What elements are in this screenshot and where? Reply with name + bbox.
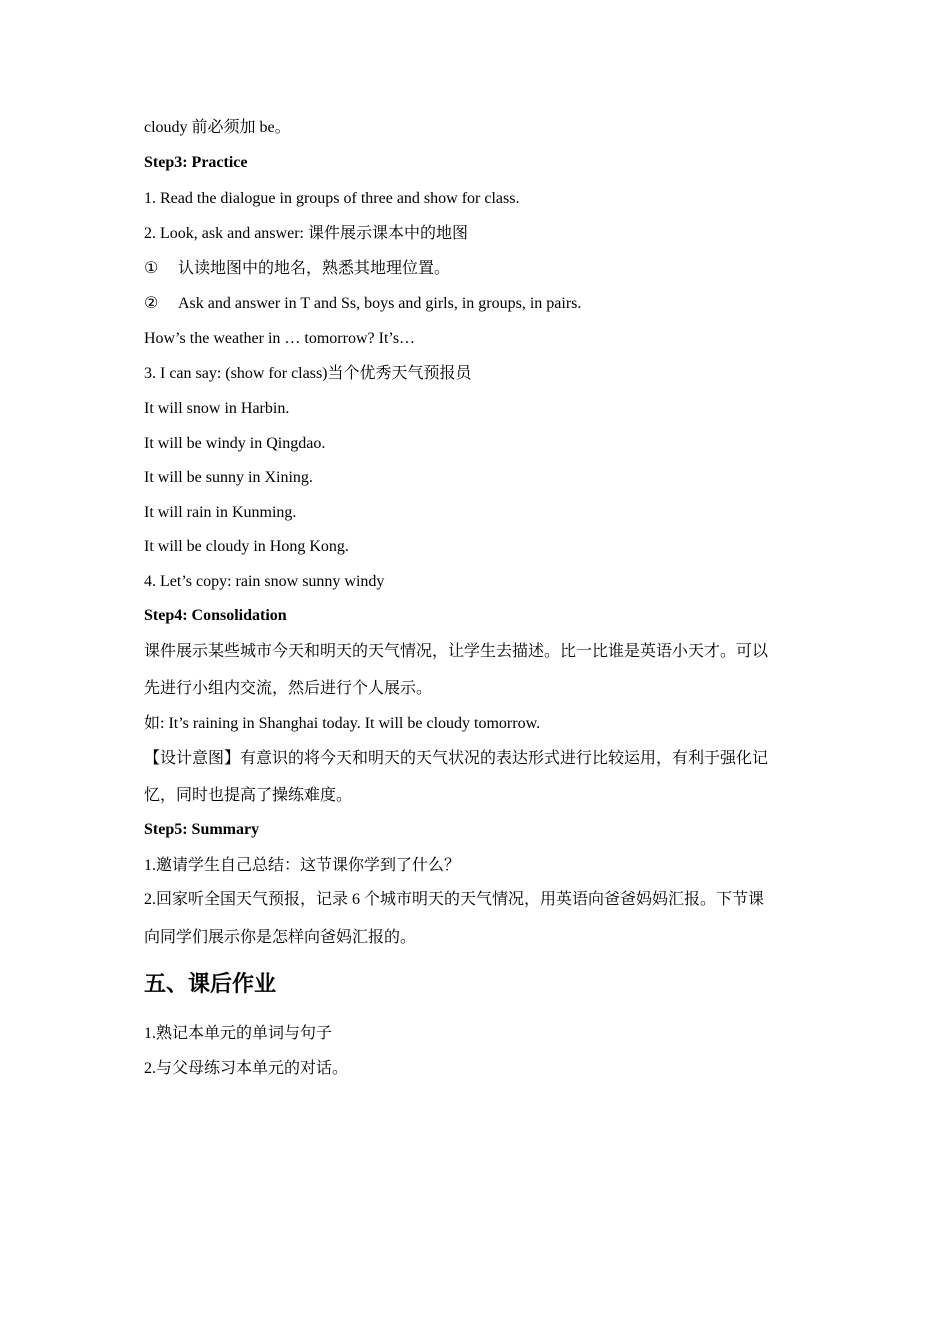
numbered-item-2 xyxy=(144,294,581,314)
item-text: Ask and answer in T and Ss, boys and girls, in groups, in pairs. xyxy=(178,295,582,312)
numbered-item-1 xyxy=(144,259,450,279)
paragraph-line: 向同学们展示你是怎样向爸妈汇报的。 xyxy=(144,929,417,946)
homework-item: 1.熟记本单元的单词与句子 xyxy=(144,1025,333,1042)
item-text: 认读地图中的地名，熟悉其地理位置。 xyxy=(178,260,451,277)
text-line: How’s the weather in … tomorrow? It’s… xyxy=(144,330,416,347)
example-sentence: It will rain in Kunming. xyxy=(144,504,297,521)
paragraph-line: 2.回家听全国天气预报，记录 6 个城市明天的天气情况，用英语向爸爸妈妈汇报。下节课 xyxy=(144,891,765,908)
step4-heading: Step4: Consolidation xyxy=(144,607,287,624)
text-line: 4. Let’s copy: rain snow sunny windy xyxy=(144,573,385,590)
circled-number-1: ① xyxy=(144,260,159,277)
step5-heading: Step5: Summary xyxy=(144,821,260,838)
text-line: 2. Look, ask and answer: 课件展示课本中的地图 xyxy=(144,225,468,242)
paragraph-line: 课件展示某些城市今天和明天的天气情况，让学生去描述。比一比谁是英语小天才。可以 xyxy=(144,643,769,660)
step3-heading: Step3: Practice xyxy=(144,154,248,171)
homework-item: 2.与父母练习本单元的对话。 xyxy=(144,1060,349,1077)
paragraph-line: 先进行小组内交流，然后进行个人展示。 xyxy=(144,680,433,697)
paragraph-line: 【设计意图】有意识的将今天和明天的天气状况的表达形式进行比较运用，有利于强化记 xyxy=(144,750,769,767)
text-line: 1. Read the dialogue in groups of three and show for class. xyxy=(144,190,520,207)
example-sentence: 如: It’s raining in Shanghai today. It will be cloudy tomorrow. xyxy=(144,715,541,732)
example-sentence: It will be cloudy in Hong Kong. xyxy=(144,538,349,555)
circled-number-2: ② xyxy=(144,295,159,312)
example-sentence: It will snow in Harbin. xyxy=(144,400,290,417)
paragraph-line: 1.邀请学生自己总结：这节课你学到了什么？ xyxy=(144,857,461,874)
text-line: cloudy 前必须加 be。 xyxy=(144,119,291,136)
example-sentence: It will be windy in Qingdao. xyxy=(144,435,326,452)
section-heading: 五、课后作业 xyxy=(144,972,277,997)
paragraph-line: 忆，同时也提高了操练难度。 xyxy=(144,787,353,804)
example-sentence: It will be sunny in Xining. xyxy=(144,469,313,486)
text-line: 3. I can say: (show for class)当个优秀天气预报员 xyxy=(144,365,472,382)
